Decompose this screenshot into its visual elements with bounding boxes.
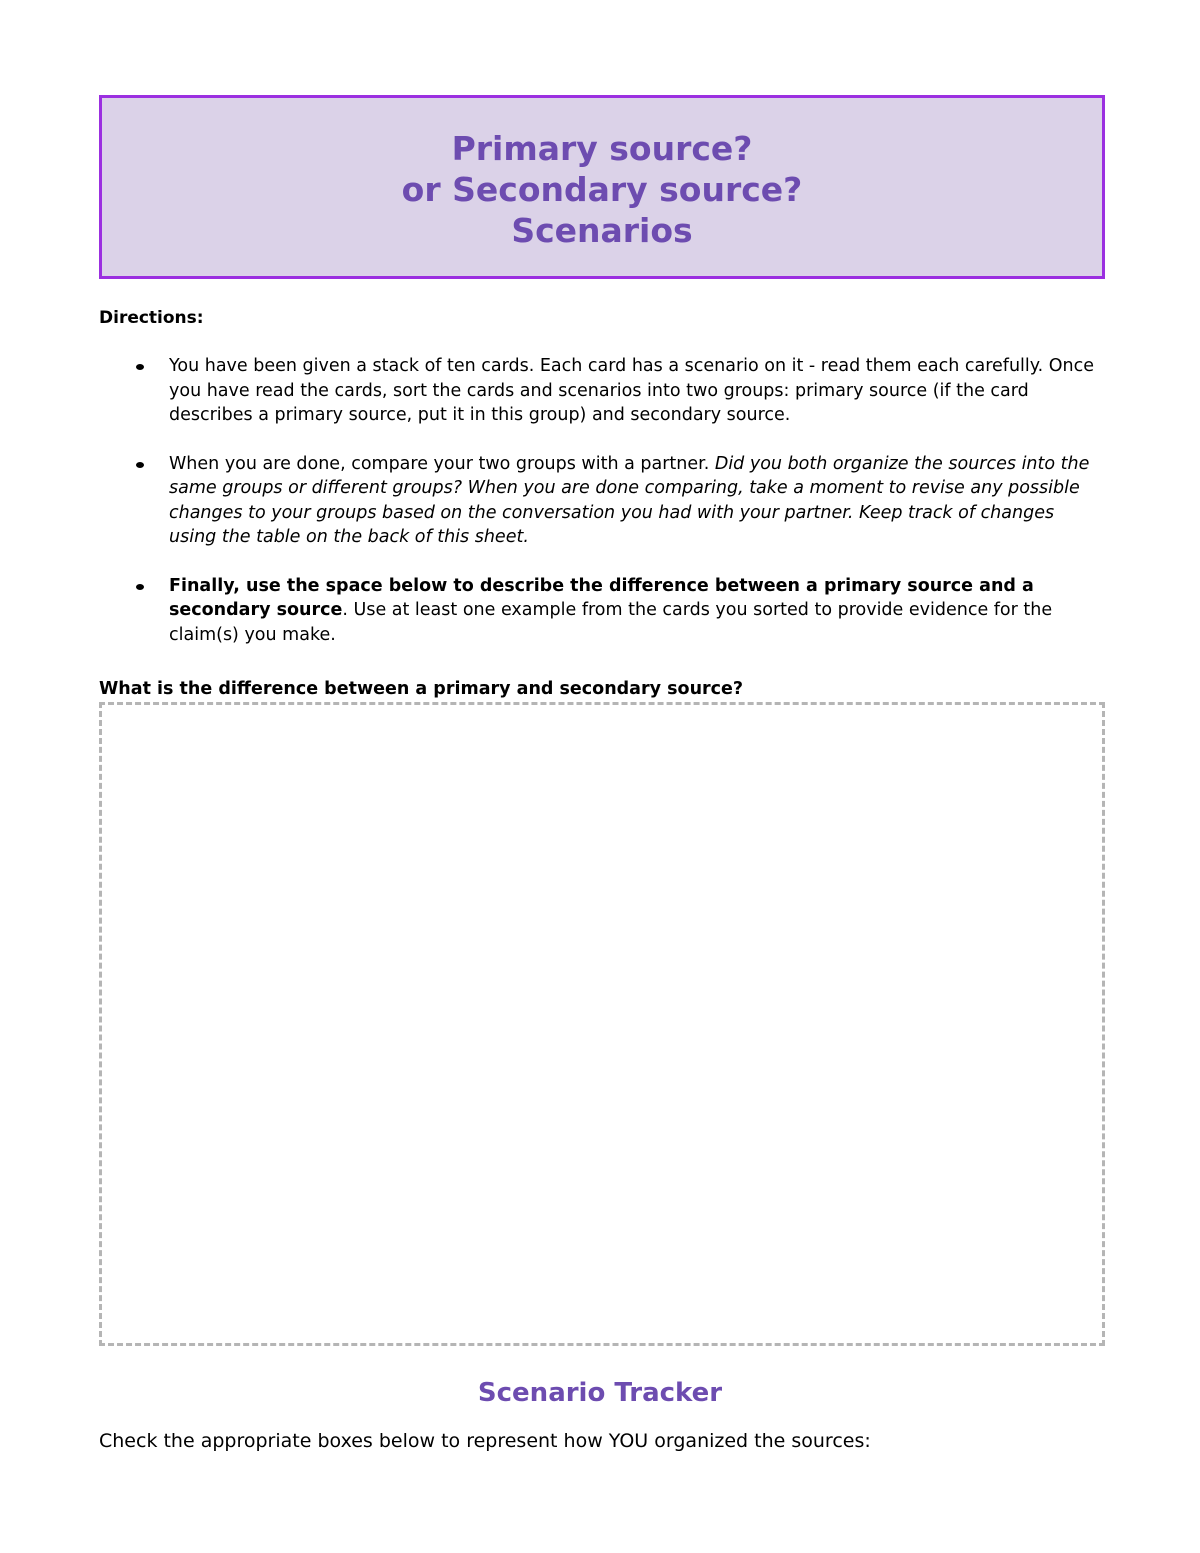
title-line-1: Primary source? — [451, 129, 753, 168]
directions-item-2 — [99, 452, 1104, 550]
directions-item-3-bold-text: Finally, use the space below to describe the difference between a primary source and a secondary source — [169, 575, 1034, 620]
question-label: What is the difference between a primary and secondary source? — [99, 679, 744, 699]
title-line-3: Scenarios — [511, 211, 693, 250]
directions-item-1 — [99, 354, 1104, 428]
directions-item-2-italic-text: Did you both organize the sources into the same groups or different groups? When you are done comparing, take a moment to revise any possible changes to your groups based on the conversation you had with your partner. Keep track of changes using the table on the back of this sheet. — [169, 453, 1090, 547]
directions-item-3-text: . Use at least one example from the cards you sorted to provide evidence for the claim(s) you make. — [169, 600, 1053, 645]
directions-heading: Directions: — [99, 308, 204, 328]
title-lines — [102, 98, 1102, 251]
title-banner — [99, 95, 1105, 279]
tracker-title: Scenario Tracker — [477, 1378, 723, 1408]
title-line-2: or Secondary source? — [401, 170, 803, 209]
bullet-icon — [136, 462, 144, 468]
tracker-instructions: Check the appropriate boxes below to represent how YOU organized the sources: — [99, 1430, 871, 1452]
answer-area[interactable] — [99, 702, 1105, 1346]
directions-item-3 — [99, 574, 1104, 648]
directions-item-1-text: You have been given a stack of ten cards. Each card has a scenario on it - read them each carefully. Once you have read the cards, sort the cards and scenarios into two groups: primary source (if the card describes a primary source, put it in this group) and secondary source. — [169, 356, 1094, 425]
bullet-icon — [136, 584, 144, 590]
bullet-icon — [136, 364, 144, 370]
directions-item-2-text: When you are done, compare your two groups with a partner. — [169, 453, 715, 474]
directions-list — [99, 354, 1109, 671]
